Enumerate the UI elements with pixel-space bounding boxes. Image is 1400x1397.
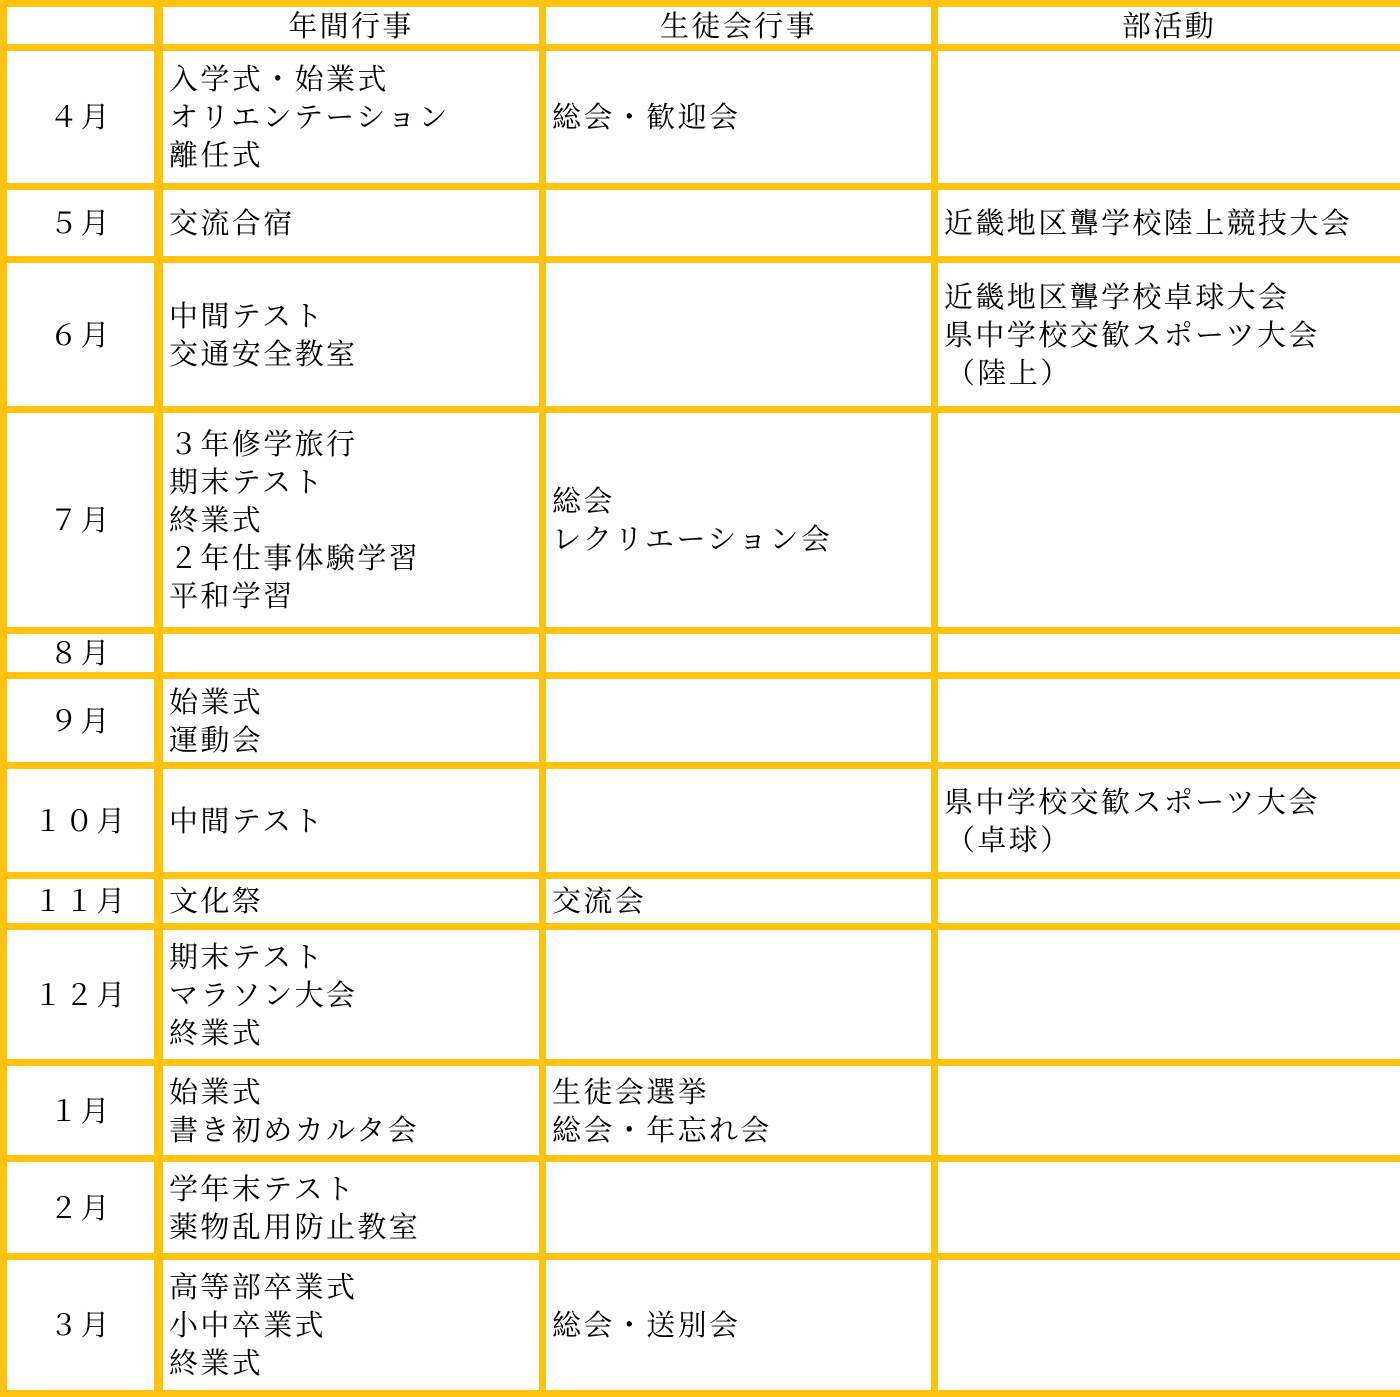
table-row	[4, 1063, 1400, 1159]
club-activities-cell	[935, 1063, 1400, 1159]
event-line: 書き初めカルタ会	[169, 1111, 539, 1149]
table-row	[4, 410, 1400, 631]
student-council-events-cell	[543, 766, 935, 876]
event-line: （卓球）	[944, 821, 1400, 859]
student-council-events-cell	[543, 410, 935, 631]
club-activities-cell	[935, 187, 1400, 260]
event-line: 入学式・始業式	[169, 60, 539, 98]
month-cell: ７月	[4, 410, 159, 631]
event-line: 県中学校交歓スポーツ大会	[944, 316, 1400, 354]
club-activities-cell	[935, 48, 1400, 187]
header-club-activities: 部活動	[935, 4, 1400, 48]
month-cell: １月	[4, 1063, 159, 1159]
annual-events-cell	[159, 48, 543, 187]
club-activities-cell	[935, 410, 1400, 631]
student-council-events-cell	[543, 1257, 935, 1394]
event-line: 交流会	[552, 882, 931, 920]
month-cell: ３月	[4, 1257, 159, 1394]
month-cell: ４月	[4, 48, 159, 187]
table-row	[4, 187, 1400, 260]
event-line: 近畿地区聾学校陸上競技大会	[944, 204, 1400, 242]
month-cell: ９月	[4, 676, 159, 766]
student-council-events-cell	[543, 676, 935, 766]
annual-events-cell	[159, 1257, 543, 1394]
club-activities-cell	[935, 766, 1400, 876]
annual-events-cell	[159, 1159, 543, 1257]
event-line: 近畿地区聾学校卓球大会	[944, 278, 1400, 316]
event-line: 生徒会選挙	[552, 1073, 931, 1111]
event-line: 高等部卒業式	[169, 1268, 539, 1306]
student-council-events-cell	[543, 260, 935, 410]
event-line: ３年修学旅行	[169, 425, 539, 463]
month-cell: １２月	[4, 927, 159, 1063]
event-line: 県中学校交歓スポーツ大会	[944, 783, 1400, 821]
event-line: 始業式	[169, 683, 539, 721]
club-activities-cell	[935, 927, 1400, 1063]
student-council-events-cell	[543, 1063, 935, 1159]
table-row	[4, 1257, 1400, 1394]
event-line: 中間テスト	[169, 297, 539, 335]
table-row	[4, 1159, 1400, 1257]
month-cell: １０月	[4, 766, 159, 876]
club-activities-cell	[935, 1257, 1400, 1394]
club-activities-cell	[935, 876, 1400, 927]
event-line: 運動会	[169, 721, 539, 759]
header-row	[4, 4, 1400, 48]
event-line: 学年末テスト	[169, 1170, 539, 1208]
event-line: 交通安全教室	[169, 335, 539, 373]
month-cell: ２月	[4, 1159, 159, 1257]
table-row	[4, 876, 1400, 927]
event-line: 平和学習	[169, 577, 539, 615]
event-line: 総会・歓迎会	[552, 98, 931, 136]
header-student-council-events: 生徒会行事	[543, 4, 935, 48]
table-row	[4, 260, 1400, 410]
event-line: レクリエーション会	[552, 520, 931, 558]
header-annual-events: 年間行事	[159, 4, 543, 48]
event-line: （陸上）	[944, 354, 1400, 392]
event-line: 文化祭	[169, 882, 539, 920]
event-line: 離任式	[169, 136, 539, 174]
table-row	[4, 766, 1400, 876]
club-activities-cell	[935, 1159, 1400, 1257]
student-council-events-cell	[543, 876, 935, 927]
table-row	[4, 676, 1400, 766]
club-activities-cell	[935, 631, 1400, 676]
club-activities-cell	[935, 676, 1400, 766]
month-cell: １１月	[4, 876, 159, 927]
event-line: 始業式	[169, 1073, 539, 1111]
student-council-events-cell	[543, 631, 935, 676]
event-line: 総会・送別会	[552, 1306, 931, 1344]
event-line: 薬物乱用防止教室	[169, 1208, 539, 1246]
month-cell: ５月	[4, 187, 159, 260]
month-cell: ６月	[4, 260, 159, 410]
annual-events-cell	[159, 876, 543, 927]
annual-events-cell	[159, 927, 543, 1063]
event-line: 総会	[552, 482, 931, 520]
event-line: 終業式	[169, 501, 539, 539]
event-line: 期末テスト	[169, 938, 539, 976]
event-line: マラソン大会	[169, 976, 539, 1014]
event-line: ２年仕事体験学習	[169, 539, 539, 577]
schedule-body	[4, 48, 1400, 1394]
month-cell: ８月	[4, 631, 159, 676]
event-line: オリエンテーション	[169, 98, 539, 136]
event-line: 総会・年忘れ会	[552, 1111, 931, 1149]
event-line: 交流合宿	[169, 204, 539, 242]
event-line: 期末テスト	[169, 463, 539, 501]
event-line: 終業式	[169, 1344, 539, 1382]
student-council-events-cell	[543, 927, 935, 1063]
event-line: 中間テスト	[169, 802, 539, 840]
annual-events-cell	[159, 260, 543, 410]
student-council-events-cell	[543, 187, 935, 260]
table-row	[4, 927, 1400, 1063]
annual-events-cell	[159, 187, 543, 260]
student-council-events-cell	[543, 1159, 935, 1257]
annual-events-cell	[159, 1063, 543, 1159]
annual-events-cell	[159, 631, 543, 676]
annual-events-cell	[159, 766, 543, 876]
annual-events-cell	[159, 410, 543, 631]
header-month	[4, 4, 159, 48]
event-line: 小中卒業式	[169, 1306, 539, 1344]
annual-events-cell	[159, 676, 543, 766]
club-activities-cell	[935, 260, 1400, 410]
table-row	[4, 48, 1400, 187]
event-line: 終業式	[169, 1014, 539, 1052]
table-row	[4, 631, 1400, 676]
student-council-events-cell	[543, 48, 935, 187]
